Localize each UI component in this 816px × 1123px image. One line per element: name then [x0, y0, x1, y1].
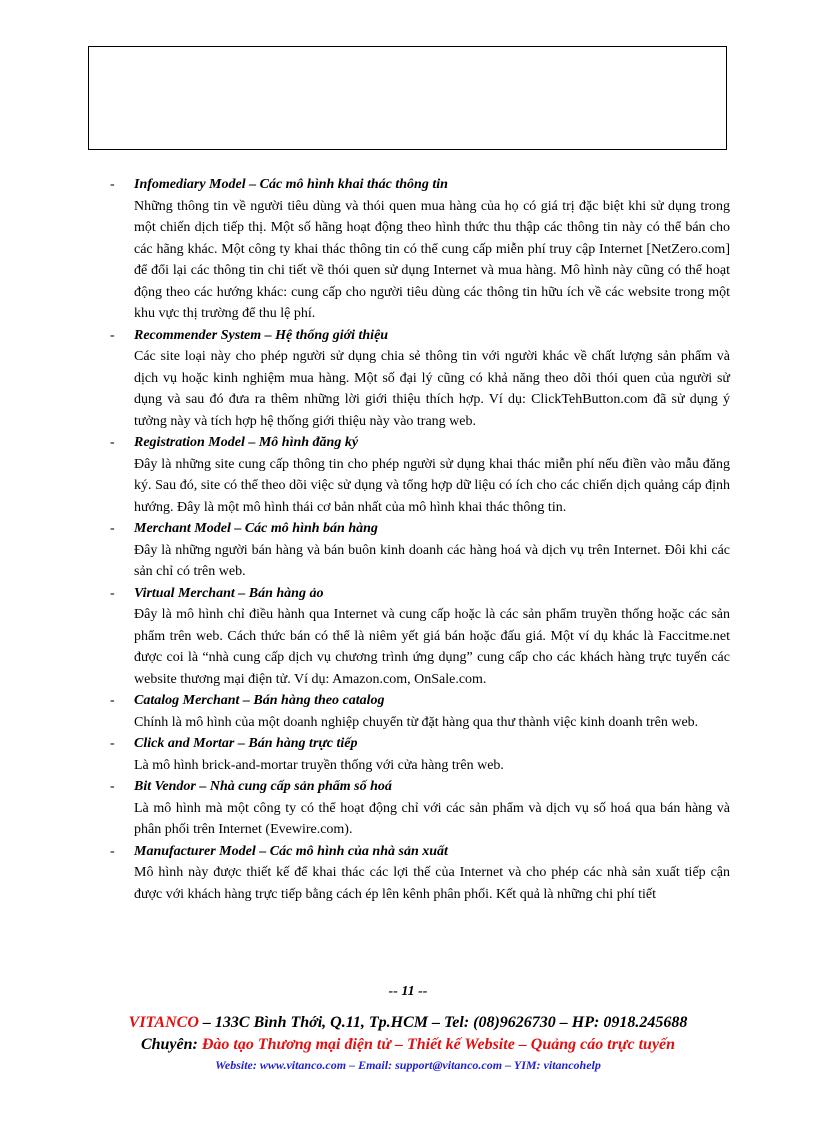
bullet: - [110, 327, 115, 343]
bullet: - [110, 585, 115, 601]
item-body: Những thông tin về người tiêu dùng và thói quen mua hàng của họ có giá trị đặc biệt khi sử dụng trong một chiến dịch tiếp thị. Một số hãng hoạt động theo hình thức thu thập các thông tin này có thể bán cho các hãng khác. Một công ty khai thác thông tin có thể cung cấp miễn phí truy cập Internet [NetZero.com] để đổi lại các thông tin chi tiết về thói quen sử dụng Internet và mua hàng. Mô hình này cũng có thể hoạt động theo các hướng khác: cung cấp cho người tiêu dùng các thông tin hữu ích về các website trong một khu vực thị trường để thu lệ phí. [134, 198, 730, 321]
bullet: - [110, 693, 115, 708]
specialty-text: Đào tạo Thương mại điện tử – Thiết kế Website – Quảng cáo trực tuyến [201, 1036, 676, 1053]
specialty-label: Chuyên: [140, 1036, 202, 1053]
bullet: - [110, 736, 115, 751]
list-item [110, 841, 730, 906]
item-title: Merchant Model – Các mô hình bán hàng [134, 521, 378, 536]
bullet: - [110, 521, 115, 536]
item-title: Recommender System – Hệ thống giới thiệu [134, 327, 389, 343]
list-item [110, 325, 730, 433]
footer-contact-line: Website: www.vitanco.com – Email: support@vitanco.com – YIM: vitancohelp [215, 1058, 601, 1072]
item-body: Đây là những người bán hàng và bán buôn kinh doanh các hàng hoá và dịch vụ trên Internet. Đôi khi các sản chỉ có trên web. [134, 542, 730, 579]
bullet: - [110, 843, 115, 859]
list-item [110, 733, 730, 776]
document-body [110, 174, 730, 905]
item-title: Manufacturer Model – Các mô hình của nhà sản xuất [134, 843, 448, 859]
list-item [110, 174, 730, 325]
list-item [110, 776, 730, 841]
company-name: VITANCO [128, 1014, 199, 1031]
item-body: Các site loại này cho phép người sử dụng chia sẻ thông tin với người khác về chất lượng sản phẩm và dịch vụ hoặc kinh nghiệm mua hàng. Một số đại lý cũng có khả năng theo dõi thói quen của người sử dụng và sau đó đưa ra thêm những lời giới thiệu thích hợp. Ví dụ: ClickTehButton.com đã sử dụng ý tưởng này và tích hợp hệ thống giới thiệu này vào trang web. [134, 349, 730, 429]
list-item [110, 518, 730, 583]
item-body: Đây là mô hình chỉ điều hành qua Internet và cung cấp hoặc là các sản phẩm truyền thống hoặc các sản phẩm trên web. Cách thức bán có thể là niêm yết giá bán hoặc đấu giá. Một ví dụ khác là Faccitme.net được coi là “nhà cung cấp dịch vụ chương trình ứng dụng” cung cấp cho các khách hàng trực tuyến các website thương mại điện tử. Ví dụ: Amazon.com, OnSale.com. [134, 607, 730, 687]
company-address: – 133C Bình Thới, Q.11, Tp.HCM – Tel: (08)9626730 – HP: 0918.245688 [198, 1014, 688, 1031]
item-title: Click and Mortar – Bán hàng trực tiếp [134, 736, 358, 751]
header-box [88, 46, 727, 150]
item-title: Infomediary Model – Các mô hình khai thác thông tin [134, 177, 448, 192]
footer-address-line [0, 1014, 816, 1032]
item-title: Registration Model – Mô hình đăng ký [134, 435, 359, 450]
list-item [110, 583, 730, 691]
item-body: Là mô hình mà một công ty có thể hoạt động chỉ với các sản phẩm và dịch vụ số hoá qua bán hàng và phân phối trên Internet (Evewire.com). [134, 800, 730, 837]
item-body: Là mô hình brick-and-mortar truyền thống với cửa hàng trên web. [134, 757, 504, 773]
item-title: Virtual Merchant – Bán hàng ảo [134, 585, 324, 601]
list-item [110, 432, 730, 518]
item-body: Mô hình này được thiết kế để khai thác các lợi thế của Internet và cho phép các nhà sản xuất tiếp cận được với khách hàng trực tiếp bằng cách ép lên kênh phân phối. Kết quả là những chi phí tiết [134, 865, 730, 902]
footer-specialty-line [0, 1036, 816, 1054]
page-number: -- 11 -- [388, 984, 428, 999]
list-item [110, 690, 730, 733]
bullet: - [110, 435, 115, 450]
item-body: Chính là mô hình của một doanh nghiệp chuyển từ đặt hàng qua thư thành việc kinh doanh trên web. [134, 714, 699, 730]
bullet: - [110, 177, 115, 192]
item-title: Catalog Merchant – Bán hàng theo catalog [134, 693, 385, 708]
item-title: Bit Vendor – Nhà cung cấp sản phẩm số hoá [134, 779, 392, 794]
item-body: Đây là những site cung cấp thông tin cho phép người sử dụng khai thác miễn phí nếu điền vào mẫu đăng ký. Sau đó, site có thể theo dõi việc sử dụng và tổng hợp dữ liệu có ích cho các chiến dịch quảng cáp định hướng. Đây là một mô hình thái cơ bản nhất của mô hình khai thác thông tin. [134, 456, 730, 515]
bullet: - [110, 779, 115, 794]
